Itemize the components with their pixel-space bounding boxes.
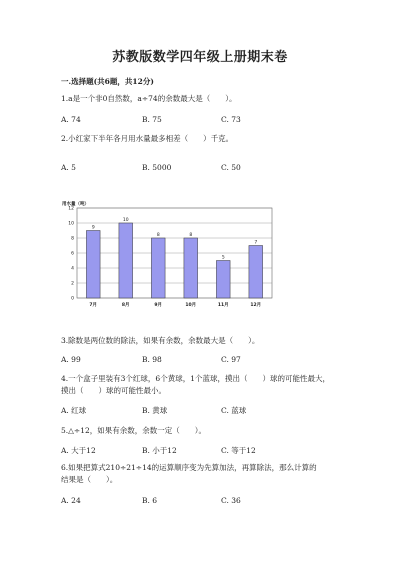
y-tick-label: 12 — [68, 206, 74, 212]
bar — [216, 261, 230, 299]
y-tick-label: 0 — [71, 296, 74, 302]
q6-option-a[interactable]: A. 24 — [61, 496, 81, 505]
q6-option-c[interactable]: C. 36 — [221, 496, 241, 505]
x-tick-label: 7月 — [89, 303, 98, 308]
y-tick-label: 8 — [71, 236, 74, 242]
q4-option-b[interactable]: B. 黄球 — [142, 406, 168, 415]
question-6-line-2: 结果是（ ）。 — [61, 475, 118, 484]
q2-option-c[interactable]: C. 50 — [221, 163, 241, 172]
x-tick-label: 10月 — [185, 303, 197, 308]
x-tick-label: 12月 — [250, 303, 262, 308]
q3-option-a[interactable]: A. 99 — [61, 355, 81, 364]
bar — [86, 231, 100, 299]
bar — [249, 246, 263, 299]
q5-option-b[interactable]: B. 小于12 — [142, 446, 177, 455]
q2-option-a[interactable]: A. 5 — [61, 163, 76, 172]
bar-value-label: 10 — [122, 218, 129, 223]
q5-option-c[interactable]: C. 等于12 — [221, 446, 256, 455]
y-axis-label: 用水量（吨） — [62, 202, 89, 207]
bar-value-label: 8 — [189, 233, 193, 238]
bar-value-label: 9 — [91, 225, 95, 231]
bar-value-label: 7 — [254, 240, 258, 246]
q1-option-b[interactable]: B. 75 — [142, 115, 162, 124]
question-1: 1.a是一个非0自然数，a÷74的余数最大是（ ）。 — [61, 94, 237, 103]
bar-value-label: 8 — [156, 233, 160, 238]
q6-option-b[interactable]: B. 6 — [142, 496, 158, 505]
y-tick-label: 4 — [71, 266, 74, 272]
y-tick-label: 2 — [71, 281, 74, 287]
question-5: 5.△÷12，如果有余数，余数一定（ ）。 — [61, 426, 207, 435]
x-tick-label: 11月 — [217, 303, 229, 308]
q3-option-b[interactable]: B. 98 — [142, 355, 162, 364]
q1-option-a[interactable]: A. 74 — [61, 115, 81, 124]
q5-option-a[interactable]: A. 大于12 — [61, 446, 96, 455]
q3-option-c[interactable]: C. 97 — [221, 355, 241, 364]
bar — [151, 238, 165, 298]
question-6-line-1: 6.如果把算式210÷21÷14的运算顺序变为先算加法，再算除法，那么计算的 — [61, 463, 317, 472]
x-tick-label: 8月 — [121, 303, 130, 308]
page-title: 苏教版数学四年级上册期末卷 — [112, 50, 288, 65]
q1-option-c[interactable]: C. 73 — [221, 115, 241, 124]
bar — [184, 238, 198, 298]
question-4-line-1: 4.一个盒子里装有3个红球，6个黄球，1个蓝球，摸出（ ）球的可能性最大， — [61, 374, 330, 383]
bar — [119, 223, 133, 298]
question-4-line-2: 摸出（ ）球的可能性最小。 — [61, 386, 166, 395]
q4-option-c[interactable]: C. 蓝球 — [221, 406, 247, 415]
bar-value-label: 5 — [221, 255, 225, 261]
x-tick-label: 9月 — [154, 303, 163, 308]
question-2: 2.小红家下半年各月用水量最多相差（ ）千克。 — [61, 134, 234, 143]
y-tick-label: 6 — [71, 251, 74, 257]
q4-option-a[interactable]: A. 红球 — [61, 406, 87, 415]
section-heading: 一.选择题(共6题，共12分) — [61, 77, 154, 86]
water-usage-bar-chart — [60, 197, 280, 319]
question-3: 3.除数是两位数的除法，如果有余数，余数最大是（ ）。 — [61, 336, 260, 345]
q2-option-b[interactable]: B. 5000 — [142, 163, 172, 172]
y-tick-label: 10 — [68, 221, 74, 227]
